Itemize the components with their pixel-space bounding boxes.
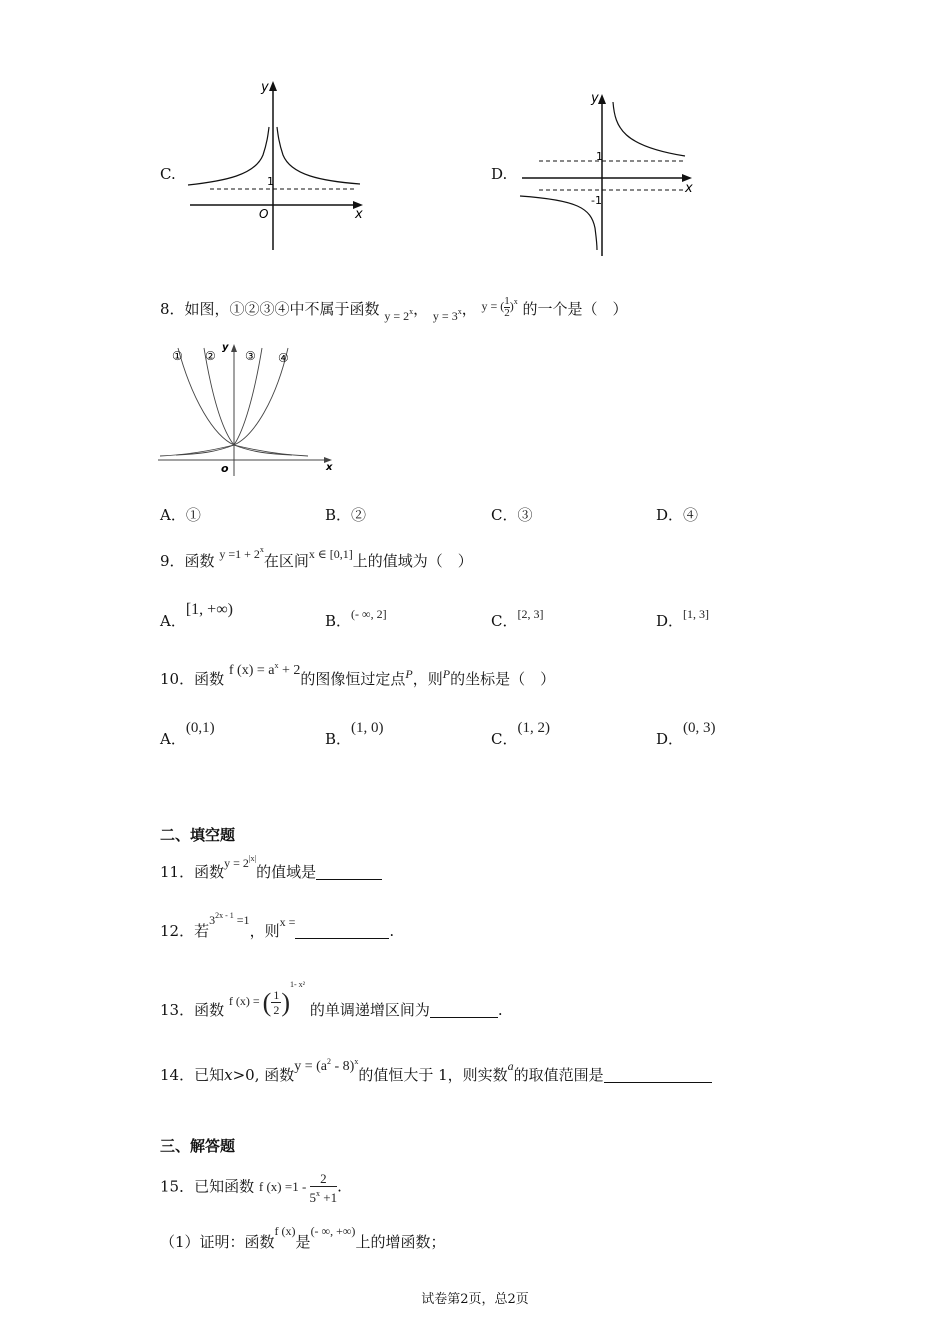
q12-question: 12．若$^{3^{2x - 1} =1}$，则$^{x =}$ . xyxy=(160,911,395,940)
q8-graph-origin-label: o xyxy=(221,462,229,475)
page-footer: 试卷第2页，总2页 xyxy=(421,1292,529,1307)
q15-den: 5 xyxy=(309,1190,317,1205)
q11-answer-blank[interactable] xyxy=(316,865,382,880)
q15-den-tail: +1 xyxy=(320,1190,338,1205)
q15-1-interval: (- ∞, +∞) xyxy=(310,1224,356,1238)
q8-option-b[interactable]: B．② xyxy=(325,506,367,524)
q12-x: x = xyxy=(279,915,296,929)
q8-graph xyxy=(158,338,338,478)
q14-cond-x: x xyxy=(224,1066,233,1084)
q12-answer-blank[interactable] xyxy=(295,924,389,939)
q15-1-func: f (x) xyxy=(274,1224,296,1238)
q8-f3-den: 2 xyxy=(504,306,510,319)
q13-num: 1 xyxy=(273,987,280,1002)
q9-question xyxy=(160,545,473,571)
q8-f3-a: y = ( xyxy=(481,299,505,313)
q10-func: f (x) = a xyxy=(228,663,275,678)
q7-graph-d xyxy=(517,88,697,256)
q8-text-b: 的一个是（ ） xyxy=(522,300,628,318)
q11-question: 11．函数$^{y = 2^{|x|}}$的值域是 xyxy=(160,861,382,882)
q15-func: f (x) =1 - xyxy=(258,1179,307,1195)
q10-option-a[interactable]: A．(0,1) xyxy=(160,720,215,748)
q8-f2: y = 3 xyxy=(432,309,458,323)
q8-f1: y = 2 xyxy=(384,309,410,323)
q9-text-3: 上的值域为（ ） xyxy=(352,552,473,570)
q9-func: y =1 + 2 xyxy=(219,547,260,561)
q8-f3-exp: x xyxy=(513,297,518,306)
q14-sq: 2 xyxy=(327,1057,332,1066)
q8-option-d[interactable]: D．④ xyxy=(656,506,699,524)
q9-option-c[interactable]: C．[2, 3] xyxy=(491,607,544,630)
q9-option-d[interactable]: D．[1, 3] xyxy=(656,607,710,630)
q8-sep1: ， xyxy=(413,300,429,318)
q13-answer-blank[interactable] xyxy=(430,1003,498,1018)
q8-f1-exp: x xyxy=(409,307,414,316)
q10-text-3: ，则 xyxy=(412,670,443,688)
q8-question xyxy=(160,294,628,323)
q9-text-1: 函数 xyxy=(184,552,215,570)
q14-func: y = (a xyxy=(294,1059,328,1074)
q13-exp: 1- x² xyxy=(290,980,306,989)
graph-d-x-label: x xyxy=(685,181,693,196)
q15-question: 15．已知函数 f (x) =1 - $\frac{2}{5^x +1}$ . xyxy=(160,1171,342,1205)
q9-number: 9． xyxy=(160,552,185,570)
q8-sep2: ， xyxy=(461,300,477,318)
q7-graph-c xyxy=(185,75,370,250)
graph-d-y-label: y xyxy=(591,91,599,106)
section-2-heading: 二、填空题 xyxy=(160,826,236,844)
q9-option-b[interactable]: B．$^{(- \infty, 2]}$ xyxy=(325,607,387,630)
q8-f3-num: 1 xyxy=(504,294,510,307)
graph-d-one-label: 1 xyxy=(596,150,603,163)
q11-func: y = 2 xyxy=(224,856,249,870)
q13-question: 13．函数 $^{f (x) = ( \frac{1}{2} )^{1- x^2}}$ 的单调递增区间为 . xyxy=(160,980,503,1019)
q12-base: 3 xyxy=(209,913,216,927)
q10-func-exp: x xyxy=(274,661,279,670)
q10-option-b[interactable]: B．(1, 0) xyxy=(325,720,384,748)
q10-text-2: 的图像恒过定点 xyxy=(300,670,406,688)
q7-option-d-label: D. xyxy=(491,165,508,183)
q8-graph-y-label: y xyxy=(222,342,229,353)
q10-point-p-2: P xyxy=(442,667,451,681)
q8-curve-1-label: ① xyxy=(172,349,183,363)
section-3-heading: 三、解答题 xyxy=(160,1137,236,1155)
q9-func-exp: x xyxy=(259,545,264,554)
q13-den: 2 xyxy=(273,1002,280,1017)
q15-num: 2 xyxy=(310,1172,338,1187)
q8-graph-x-label: x xyxy=(326,462,333,473)
q14-question: 14．已知x>0, 函数$y = (a^2 - 8)^x$的值恒大于 1，则实数$^a$的取值范围是 xyxy=(160,1064,712,1085)
q10-question xyxy=(160,661,556,689)
graph-d-neg-one-label: -1 xyxy=(591,194,602,207)
q8-option-a[interactable]: A．① xyxy=(160,506,201,524)
q10-text-1: 函数 xyxy=(194,670,225,688)
graph-c-x-label: x xyxy=(355,207,363,222)
q8-f2-exp: x xyxy=(457,307,462,316)
graph-c-origin-label: O xyxy=(259,207,269,221)
q12-exp: 2x - 1 xyxy=(215,911,234,920)
q10-number: 10． xyxy=(160,670,195,688)
q10-text-4: 的坐标是（ ） xyxy=(450,670,556,688)
q9-interval: x ∈ [0,1] xyxy=(308,547,353,561)
q10-func-tail: + 2 xyxy=(278,663,301,678)
q8-option-c[interactable]: C．③ xyxy=(491,506,533,524)
q14-answer-blank[interactable] xyxy=(604,1068,712,1083)
q8-number: 8． xyxy=(160,300,185,318)
q7-option-c-label: C. xyxy=(160,165,176,183)
q10-point-p: P xyxy=(405,667,413,681)
q8-curve-3-label: ③ xyxy=(245,349,256,363)
q9-option-a[interactable]: A．[1, +∞) xyxy=(160,601,233,630)
q11-func-exp: |x| xyxy=(248,854,257,863)
graph-c-y-label: y xyxy=(261,80,269,95)
q8-curve-4-label: ④ xyxy=(278,351,289,365)
q8-text-a: 如图，①②③④中不属于函数 xyxy=(184,300,380,318)
q12-eq: =1 xyxy=(233,913,250,927)
q14-exp: x xyxy=(354,1057,359,1066)
q15-part-1: （1）证明：函数$^{f (x)}$是(- ∞, +∞)上的增函数； xyxy=(160,1224,446,1251)
q14-func-mid: - 8) xyxy=(331,1059,355,1074)
q15-den-exp: x xyxy=(316,1189,321,1198)
q9-text-2: 在区间 xyxy=(263,552,309,570)
q13-func: f (x) = xyxy=(228,994,260,1008)
q8-curve-2-label: ② xyxy=(205,349,216,363)
q10-option-d[interactable]: D．(0, 3) xyxy=(656,720,716,748)
q14-a: a xyxy=(507,1059,514,1073)
graph-c-one-label: 1 xyxy=(267,175,274,188)
q10-option-c[interactable]: C．(1, 2) xyxy=(491,720,550,748)
q8-f3-b: ) xyxy=(509,299,514,313)
